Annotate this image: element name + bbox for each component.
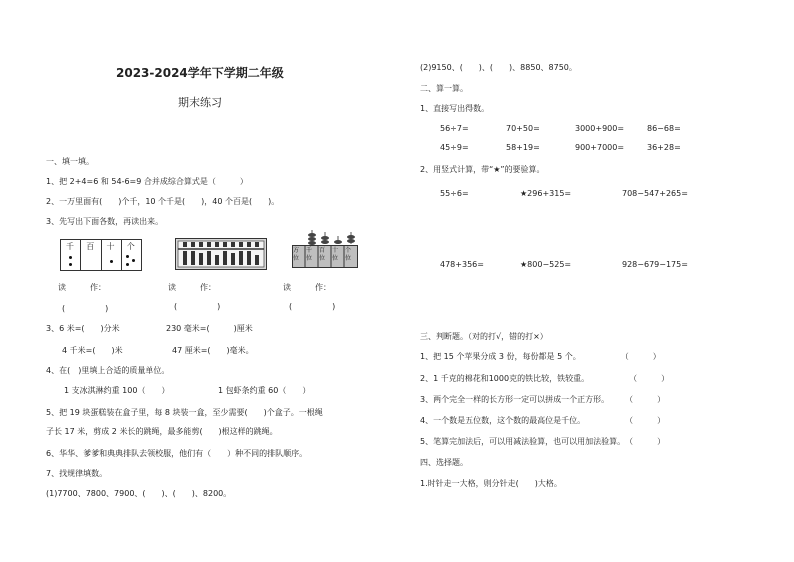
bead-dot <box>69 263 72 266</box>
calc-item: 70+50= <box>506 124 540 133</box>
unit-conversion-2a: 4 千米=( )米 <box>62 346 123 355</box>
calc-item: 45÷9= <box>440 143 469 152</box>
place-value-table <box>60 239 142 271</box>
table-header-thousands: 千 <box>66 242 74 251</box>
unit-conversion-2b: 47 厘米=( )毫米。 <box>172 346 254 355</box>
question-4b: 1 包虾条约重 60（ ） <box>218 386 311 395</box>
section-calculate: 二、算一算。 <box>420 84 468 93</box>
judge-item: 3、两个完全一样的长方形一定可以拼成一个正方形。 （ ） <box>420 395 666 404</box>
rod-label-0: 方位 <box>293 247 300 262</box>
calc-item: 86−68= <box>647 124 681 133</box>
rod-label-4: 个位 <box>345 247 352 262</box>
abacus-image <box>175 238 267 270</box>
vertical-calc-title: 2、用竖式计算，带“★”的要验算。 <box>420 165 545 174</box>
calc-item: 900+7000= <box>575 143 625 152</box>
bead-dot <box>110 260 113 263</box>
table-header-ones: 个 <box>126 242 135 251</box>
question-6: 6、华华、爹爹和典典排队去领校服，他们有（ ）种不同的排队顺序。 <box>46 449 308 458</box>
vertical-item: 708−547+265= <box>622 189 688 198</box>
question-5-line2: 子长 17 米，剪成 2 米长的跳绳，最多能剪( )根这样的跳绳。 <box>46 427 278 436</box>
unit-conversion-1a: 3、6 米=( )分米 <box>46 324 120 333</box>
page-subtitle: 期末练习 <box>178 96 222 109</box>
vertical-item: 928−679−175= <box>622 260 688 269</box>
rod-label-2: 百位 <box>319 247 326 262</box>
section-choice: 四、选择题。 <box>420 458 468 467</box>
section-judge: 三、判断题。（对的打√，错的打×） <box>420 332 548 341</box>
question-4: 4、在( )里填上合适的质量单位。 <box>46 366 170 375</box>
rod-label-3: 十位 <box>332 247 339 262</box>
unit-conversion-1b: 230 毫米=( )厘米 <box>166 324 253 333</box>
question-2: 2、一万里面有( )个千，10 个千是( )，40 个百是( )。 <box>46 197 280 206</box>
judge-item: 4、一个数是五位数，这个数的最高位是千位。 （ ） <box>420 416 666 425</box>
vertical-item: ★800−525= <box>520 260 572 269</box>
judge-item: 1、把 15 个苹果分成 3 份，每份都是 5 个。 （ ） <box>420 352 661 361</box>
read-label-2: 读 作： <box>168 283 216 292</box>
read-label-1: 读 作： <box>58 283 106 292</box>
question-7b: (2)9150、( )、( )、8850、8750。 <box>420 63 577 72</box>
question-4a: 1 支冰淇淋约重 100（ ） <box>64 386 170 395</box>
page-title: 2023-2024学年下学期二年级 <box>116 66 284 80</box>
rod-label-1: 千位 <box>306 247 313 262</box>
calc-item: 56÷7= <box>440 124 469 133</box>
calc-direct-title: 1、直接写出得数。 <box>420 104 490 113</box>
question-7a: (1)7700、7800、7900、( )、( )、8200。 <box>46 489 232 498</box>
choice-item-1: 1.时针走一大格，则分针走( )大格。 <box>420 479 562 488</box>
read-blank-1[interactable]: ( ) <box>62 304 109 313</box>
bead-dot <box>69 256 72 259</box>
calc-item: 58+19= <box>506 143 540 152</box>
vertical-item: 55÷6= <box>440 189 469 198</box>
question-7: 7、找规律填数。 <box>46 469 108 478</box>
calc-item: 3000+900= <box>575 124 625 133</box>
question-3: 3、先写出下面各数，再读出来。 <box>46 217 164 226</box>
bead-dot <box>132 259 135 262</box>
question-1: 1、把 2+4=6 和 54-6=9 合并成综合算式是（ ） <box>46 177 248 186</box>
judge-item: 2、1 千克的棉花和1000克的铁比较，铁较重。 （ ） <box>420 374 670 383</box>
judge-item: 5、笔算完加法后，可以用减法验算，也可以用加法验算。 （ ） <box>420 437 666 446</box>
calc-item: 36+28= <box>647 143 681 152</box>
bead-dot <box>126 263 129 266</box>
read-blank-2[interactable]: ( ) <box>174 302 221 311</box>
read-label-3: 读 作： <box>283 283 331 292</box>
section-fill-in: 一、填一填。 <box>46 157 94 166</box>
read-blank-3[interactable]: ( ) <box>289 302 336 311</box>
vertical-item: ★296+315= <box>520 189 572 198</box>
table-header-tens: 十 <box>106 242 115 251</box>
vertical-item: 478+356= <box>440 260 484 269</box>
bead-dot <box>126 255 129 258</box>
table-header-hundreds: 百 <box>86 242 95 251</box>
question-5-line1: 5、把 19 块蛋糕装在盒子里，每 8 块装一盒，至少需要( )个盒子。一根绳 <box>46 408 323 417</box>
